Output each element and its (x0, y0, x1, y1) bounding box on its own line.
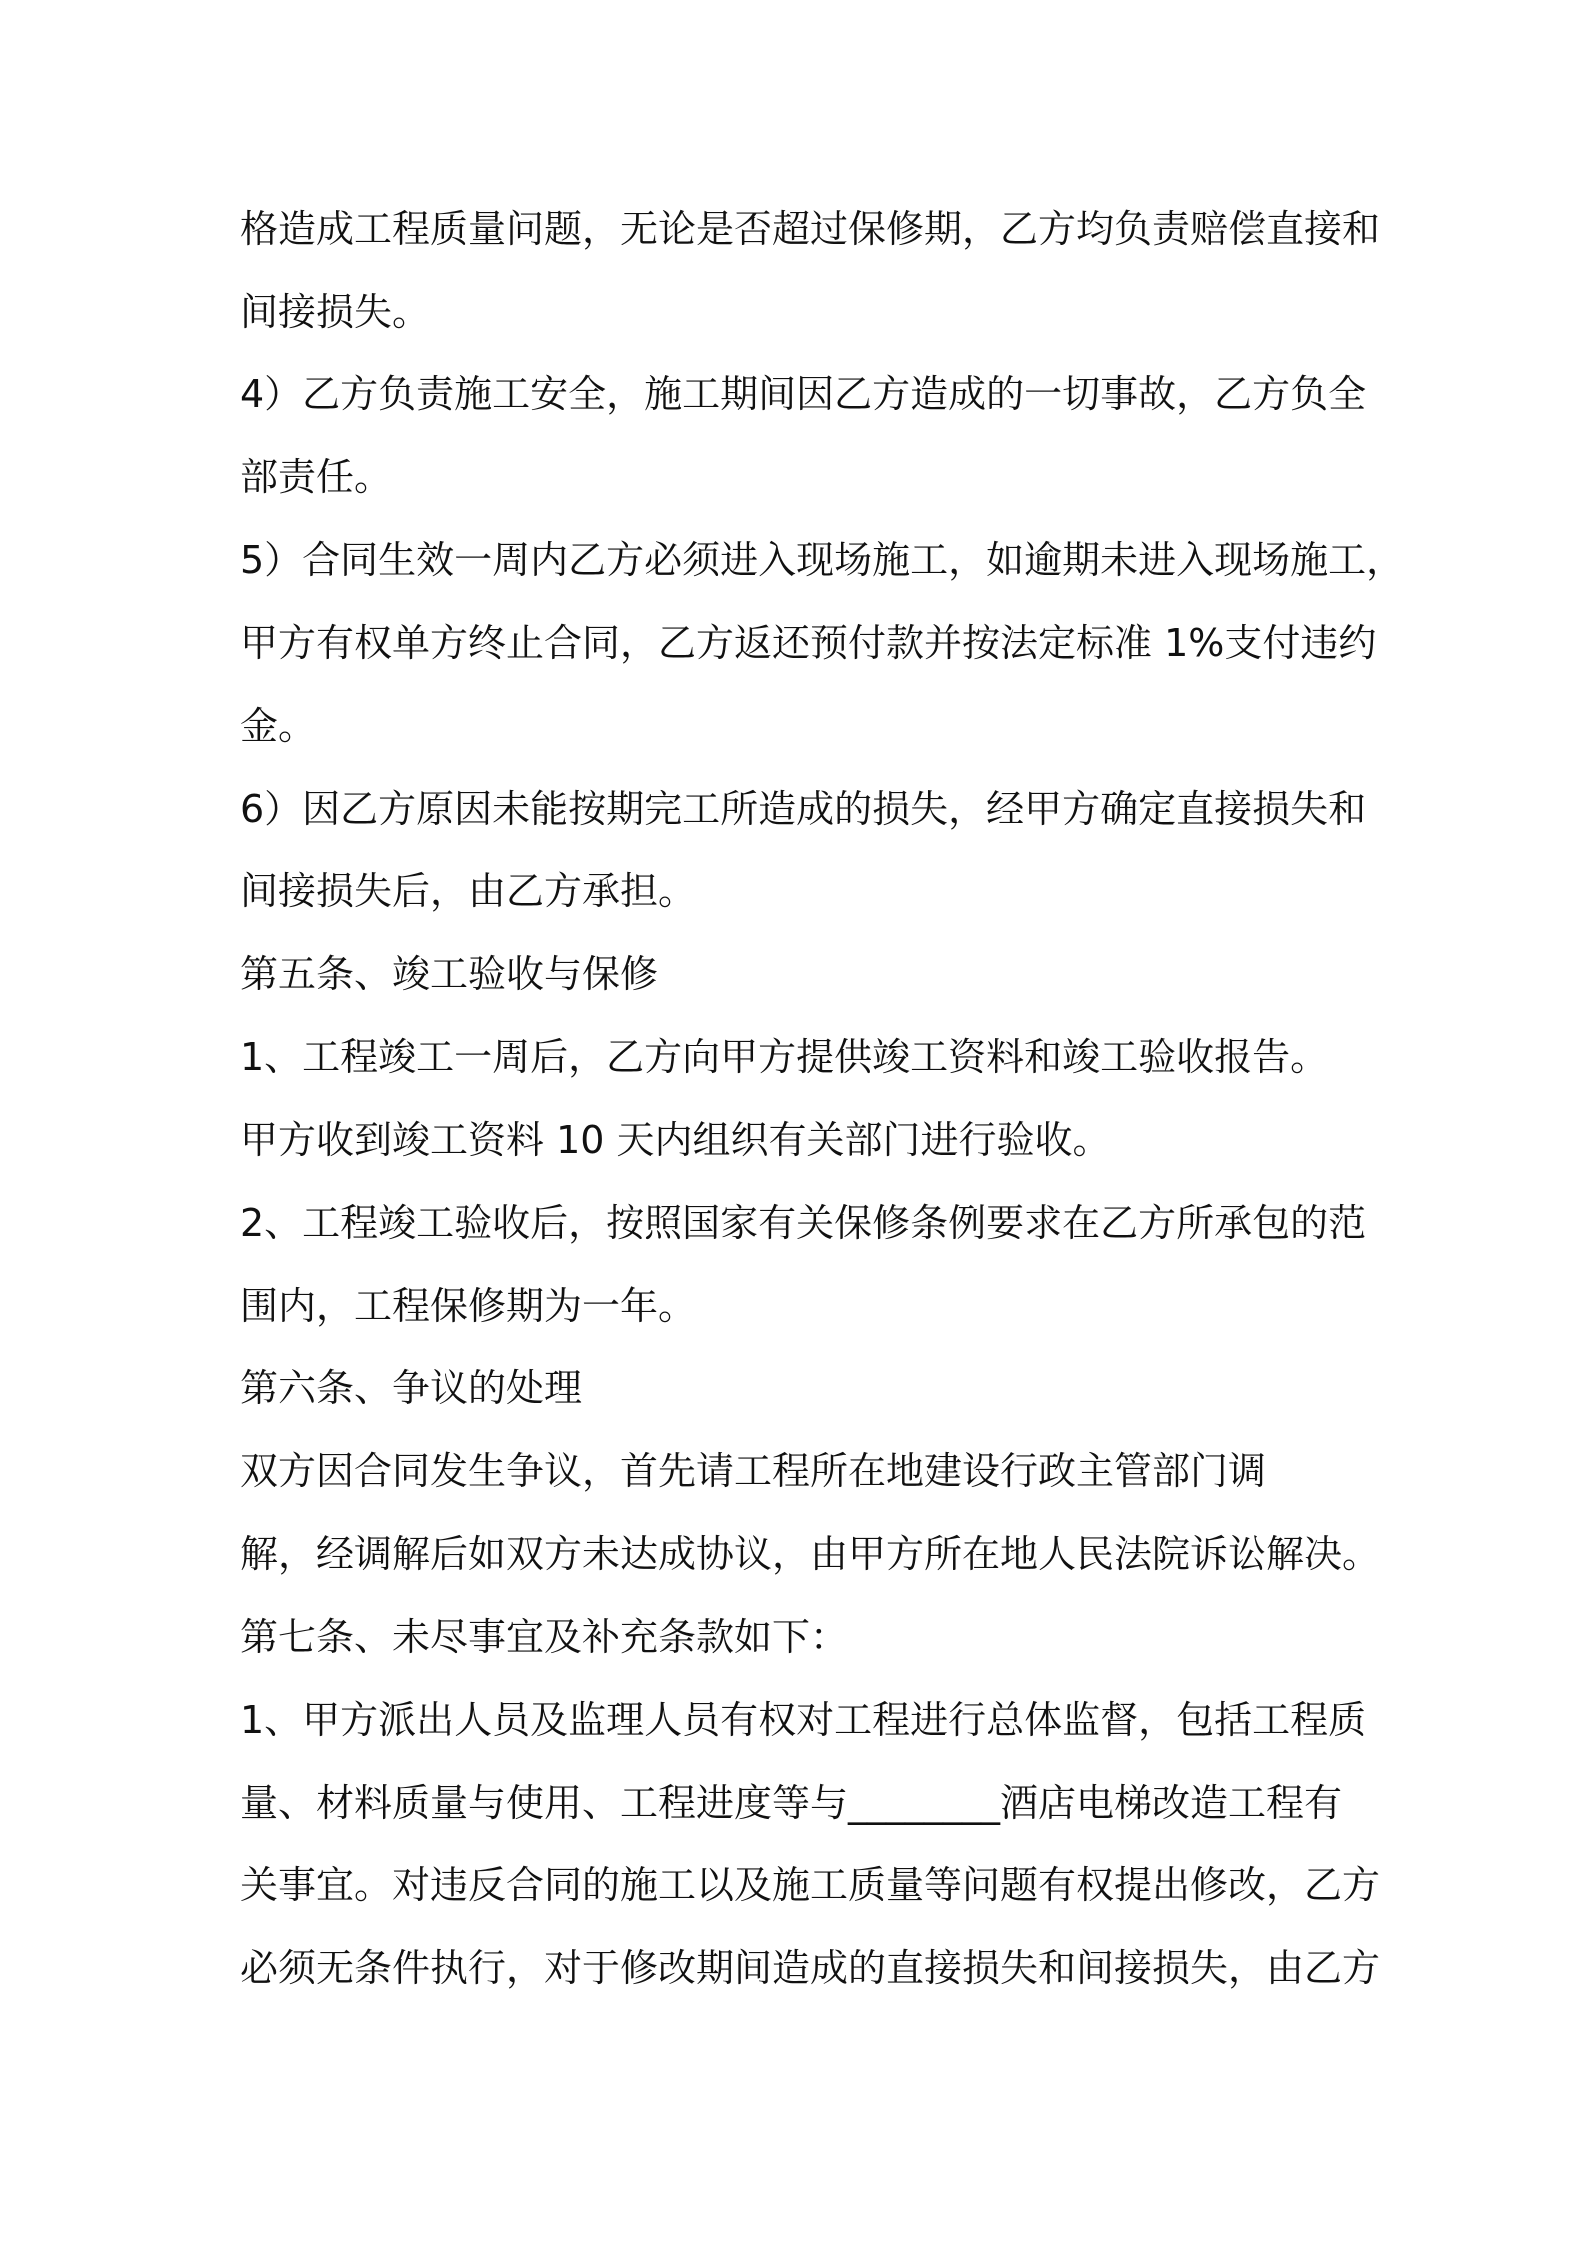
text-line: 量、材料质量与使用、工程进度等与________酒店电梯改造工程有 (240, 1781, 1343, 1825)
text-line: 间接损失后，由乙方承担。 (240, 869, 697, 913)
text-line: 围内，工程保修期为一年。 (240, 1284, 697, 1328)
section-heading: 第七条、未尽事宜及补充条款如下： (240, 1615, 849, 1659)
text-line: 解，经调解后如双方未达成协议，由甲方所在地人民法院诉讼解决。 (240, 1532, 1381, 1576)
section-heading: 第六条、争议的处理 (240, 1366, 583, 1410)
section-heading: 第五条、竣工验收与保修 (240, 952, 659, 996)
text-line: 4）乙方负责施工安全，施工期间因乙方造成的一切事故，乙方负全 (240, 372, 1367, 416)
text-line: 双方因合同发生争议，首先请工程所在地建设行政主管部门调 (240, 1449, 1267, 1493)
text-line: 1、工程竣工一周后，乙方向甲方提供竣工资料和竣工验收报告。 (240, 1035, 1329, 1079)
text-line: 2、工程竣工验收后，按照国家有关保修条例要求在乙方所承包的范 (240, 1201, 1367, 1245)
text-line: 甲方收到竣工资料 10 天内组织有关部门进行验收。 (240, 1118, 1111, 1162)
text-line: 5）合同生效一周内乙方必须进入现场施工，如逾期未进入现场施工， (240, 538, 1405, 582)
text-line: 部责任。 (240, 455, 393, 499)
text-line: 1、甲方派出人员及监理人员有权对工程进行总体监督，包括工程质 (240, 1698, 1367, 1742)
text-line: 间接损失。 (240, 290, 431, 334)
text-line: 格造成工程质量问题，无论是否超过保修期，乙方均负责赔偿直接和 (240, 207, 1381, 251)
text-line: 6）因乙方原因未能按期完工所造成的损失，经甲方确定直接损失和 (240, 787, 1367, 831)
text-line: 必须无条件执行，对于修改期间造成的直接损失和间接损失，由乙方 (240, 1946, 1381, 1990)
text-line: 金。 (240, 704, 317, 748)
text-line: 关事宜。对违反合同的施工以及施工质量等问题有权提出修改，乙方 (240, 1863, 1381, 1907)
text-line: 甲方有权单方终止合同，乙方返还预付款并按法定标准 1%支付违约 (240, 621, 1377, 665)
